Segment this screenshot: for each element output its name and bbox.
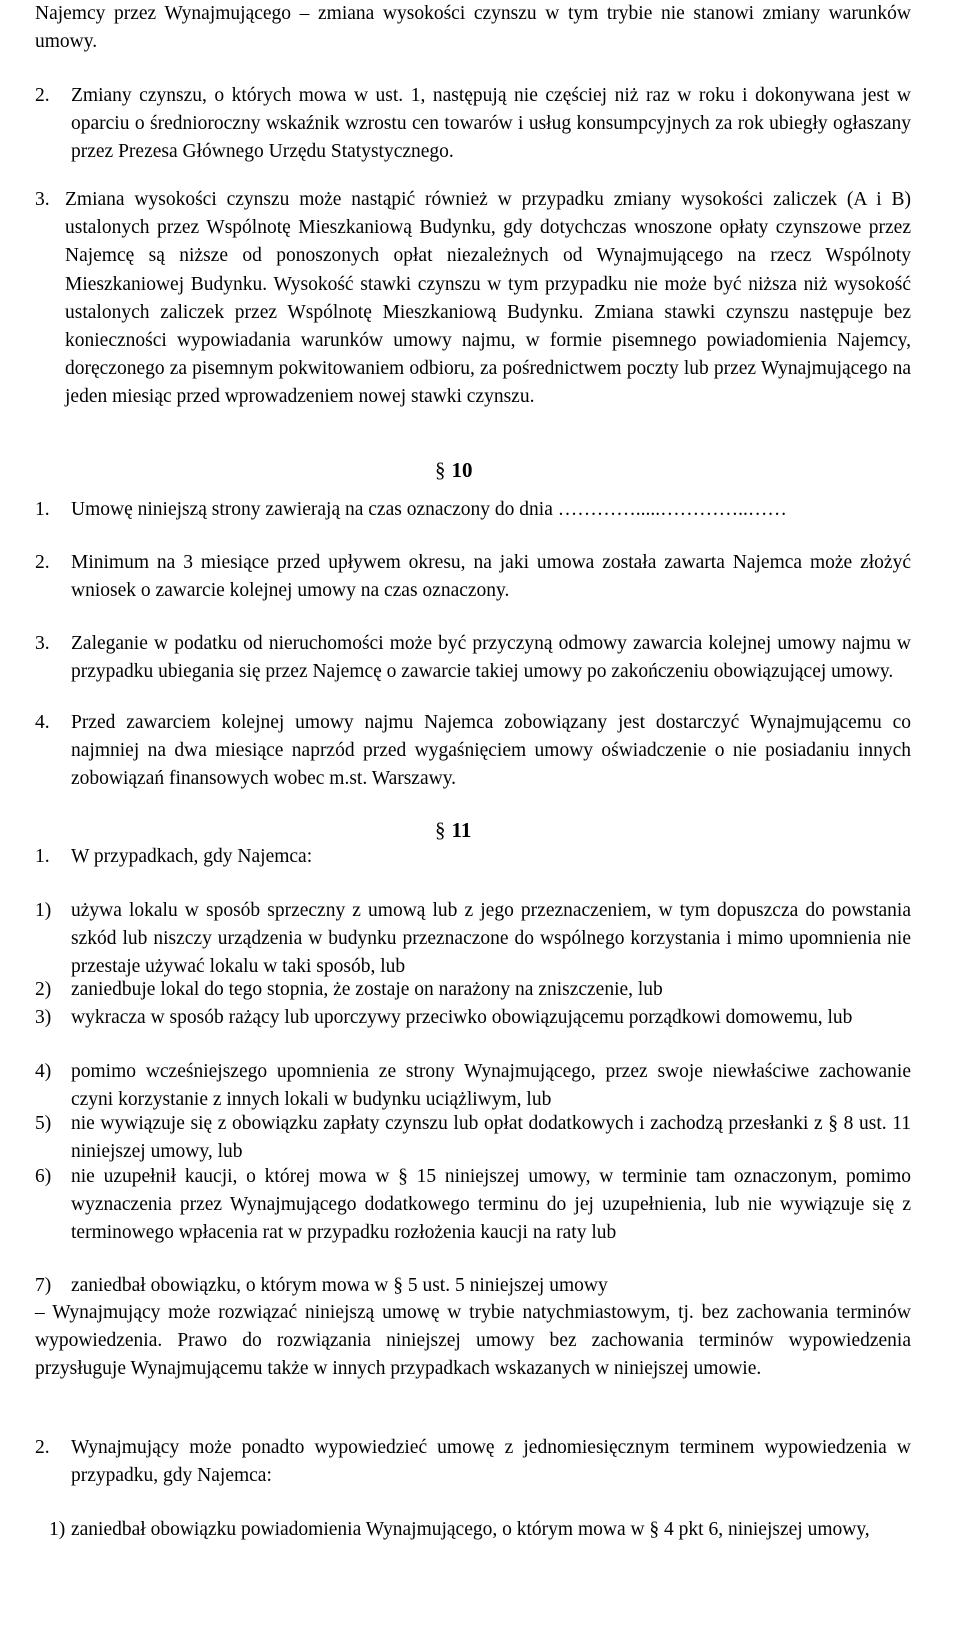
section11-item-2 (35, 1434, 911, 1494)
section11-subitem-2 (35, 976, 911, 1006)
paragraph-top-continuation: Najemcy przez Wynajmującego – zmiana wysokości czynszu w tym trybie nie stanowi zmiany warunków umowy. (35, 3, 911, 53)
subitem-text: nie wywiązuje się z obowiązku zapłaty czynszu lub opłat dodatkowych i zachodzą przesłanki z § 8 ust. 11 niniejszej umowy, lub (71, 1113, 911, 1163)
subitem-number: 6) (35, 1166, 52, 1187)
paragraph-3 (35, 186, 911, 446)
subitem-text: nie uzupełnił kaucji, o której mowa w § 15 niniejszej umowy, w terminie tam oznaczonym, pomimo wyznaczenia przez Wynajmującego dodatkowego terminu do jej uzupełnienia, lub nie wywiązuje się z terminowego wpłacenia rat w przypadku rozłożenia kaucji na raty lub (71, 1166, 911, 1244)
subitem-number: 3) (35, 1007, 52, 1028)
section-number: 11 (451, 818, 472, 842)
section11-item-1-conclusion: – Wynajmujący może rozwiązać niniejszą umowę w trybie natychmiastowym, tj. bez zachowania terminów wypowiedzenia. Prawo do rozwiązania niniejszej umowy bez zachowania terminów wypowiedzenia przysługuje Wynajmującemu także w innych przypadkach wskazanych w niniejszej umowie. (35, 1302, 911, 1380)
item-number: 3. (35, 633, 50, 654)
section-symbol: § (435, 818, 446, 842)
section10-item-1 (35, 496, 911, 526)
section-heading-11 (435, 816, 515, 844)
section11-subitem-4 (35, 1058, 911, 1118)
subitem-number: 1) (35, 900, 52, 921)
section10-item-2 (35, 549, 911, 609)
item-number: 2. (35, 1437, 50, 1458)
item-number: 4. (35, 712, 50, 733)
item-number: 1. (35, 846, 50, 867)
section10-item-4 (35, 709, 911, 797)
paragraph-2 (35, 82, 911, 172)
section-symbol: § (435, 458, 446, 482)
item-text: Wynajmujący może ponadto wypowiedzieć umowę z jednomiesięcznym terminem wypowiedzenia w przypadku, gdy Najemca: (71, 1437, 911, 1487)
item-text: Przed zawarciem kolejnej umowy najmu Najemca zobowiązany jest dostarczyć Wynajmującemu co najmniej na dwa miesiące naprzód przed wygaśnięciem umowy oświadczenie o nie posiadaniu innych zobowiązań finansowych wobec m.st. Warszawy. (71, 712, 911, 790)
item-text: Zaleganie w podatku od nieruchomości może być przyczyną odmowy zawarcia kolejnej umowy najmu w przypadku ubiegania się przez Najemcę o zawarcie takiej umowy po zakończeniu obowiązującej umowy. (71, 633, 911, 683)
item-number: 2. (35, 552, 50, 573)
section-number: 10 (451, 458, 473, 482)
subitem-number: 1) (49, 1519, 66, 1540)
subitem-number: 4) (35, 1061, 52, 1082)
section11-subitem-5 (35, 1110, 911, 1170)
subitem-number: 2) (35, 979, 52, 1000)
paragraph-text: Zmiany czynszu, o których mowa w ust. 1, następują nie częściej niż raz w roku i dokonywana jest w oparciu o średnioroczny wskaźnik wzrostu cen towarów i usług konsumpcyjnych za rok ubiegły ogłaszany przez Prezesa Głównego Urzędu Statystycznego. (71, 85, 911, 163)
item-text: Minimum na 3 miesiące przed upływem okresu, na jaki umowa została zawarta Najemca może złożyć wniosek o zawarcie kolejnej umowy na czas oznaczony. (71, 552, 911, 602)
section11-subitem-3 (35, 1004, 911, 1064)
subitem-text: wykracza w sposób rażący lub uporczywy przeciwko obowiązującemu porządkowi domowemu, lub (71, 1007, 853, 1028)
subitem-text: zaniedbał obowiązku powiadomienia Wynajmującego, o którym mowa w § 4 pkt 6, niniejszej umowy, (71, 1519, 870, 1540)
paragraph-number: 2. (35, 85, 50, 106)
section11-subitem-1 (35, 897, 911, 985)
item-text: Umowę niniejszą strony zawierają na czas oznaczony do dnia ………….....…………..…… (71, 499, 787, 520)
item-text: W przypadkach, gdy Najemca: (71, 846, 313, 867)
subitem-text: zaniedbuje lokal do tego stopnia, że zostaje on narażony na zniszczenie, lub (71, 979, 663, 1000)
section10-item-3 (35, 630, 911, 718)
subitem-text: pomimo wcześniejszego upomnienia ze strony Wynajmującego, przez swoje niewłaściwe zachowanie czyni korzystanie z innych lokali w budynku uciążliwym, lub (71, 1061, 911, 1111)
section-heading-10 (435, 456, 515, 484)
paragraph-text: Zmiana wysokości czynszu może nastąpić również w przypadku zmiany wysokości zaliczek (A i B) ustalonych przez Wspólnotę Mieszkaniową Budynku, gdy dotychczas wnoszone opłaty czynszowe przez Najemcę są niższe od ponoszonych opłat niezależnych od Wynajmującego na rzecz Wspólnoty Mieszkaniowej Budynku. Wysokość stawki czynszu w tym przypadku nie może być niższa niż wysokość ustalonych zaliczek przez Wspólnotę Mieszkaniową Budynku. Zmiana stawki czynszu następuje bez konieczności wypowiadania warunków umowy najmu, w formie pisemnego powiadomienia Najemcy, doręczonego za pisemnym pokwitowaniem odbioru, za pośrednictwem poczty lub przez Wynajmującego na jeden miesiąc przed wprowadzeniem nowej stawki czynszu. (65, 189, 911, 408)
paragraph-number: 3. (35, 189, 50, 210)
subitem-text: używa lokalu w sposób sprzeczny z umową lub z jego przeznaczeniem, w tym dopuszcza do powstania szkód lub niszczy urządzenia w budynku przeznaczone do wspólnego korzystania i mimo upomnienia nie przestaje używać lokalu w taki sposób, lub (71, 900, 911, 978)
subitem-number: 7) (35, 1275, 52, 1296)
item-number: 1. (35, 499, 50, 520)
section11-item-1 (35, 843, 911, 873)
subitem-text: zaniedbał obowiązku, o którym mowa w § 5 ust. 5 niniejszej umowy (71, 1275, 608, 1296)
section11-2-subitem-1 (49, 1516, 911, 1576)
section11-subitem-6 (35, 1163, 911, 1278)
subitem-number: 5) (35, 1113, 52, 1134)
section11-subitem-7 (35, 1272, 911, 1302)
